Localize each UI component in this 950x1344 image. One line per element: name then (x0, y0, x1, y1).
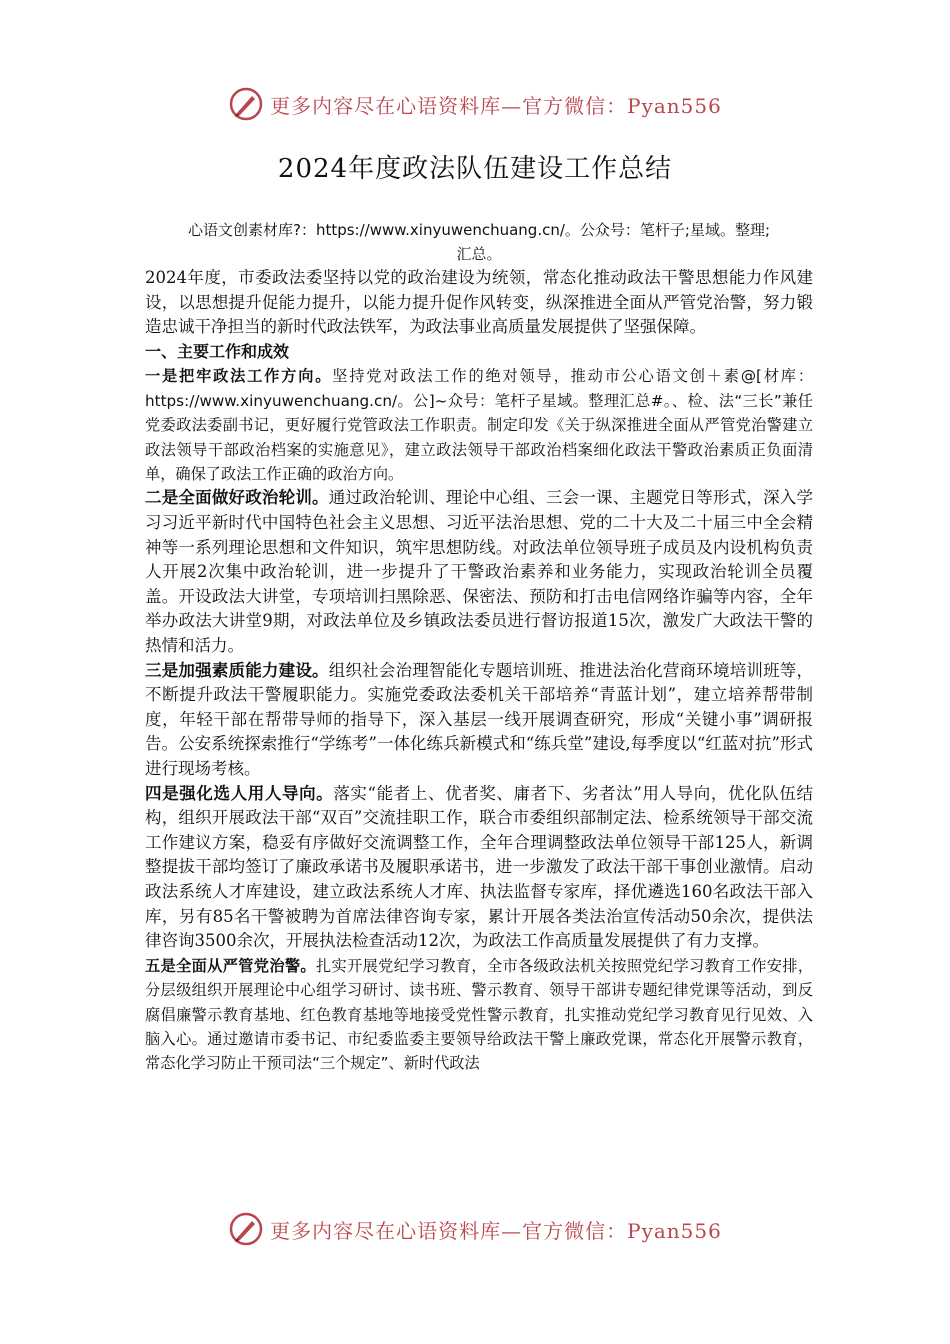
item-lead: 一是把牢政法工作方向。 (145, 367, 333, 386)
paragraph-item-4 (145, 782, 813, 954)
source-note-line1: 心语文创素材库?：https://www.xinyuwenchuang.cn/。公众号：笔杆子;星域。整理; (187, 221, 771, 239)
banner-text: 更多内容尽在心语资料库—官方微信：Pyan556 (270, 1218, 722, 1243)
pen-logo-icon (228, 86, 264, 122)
item-body: 扎实开展党纪学习教育，全市各级政法机关按照党纪学习教育工作安排，分层级组织开展理论中心组学习研讨、读书班、警示教育、领导干部讲专题纪律党课等活动，到反腐倡廉警示教育基地、红色教育基地等地接受党性警示教育，扎实推动党纪学习教育见行见效、入脑入心。通过邀请市委书记、市纪委监委主要领导给政法干警上廉政党课，常态化开展警示教育，常态化学习防止干预司法“三个规定”、新时代政法 (145, 956, 814, 1073)
header-banner (0, 82, 950, 126)
section-heading: 一、主要工作和成效 (145, 341, 290, 361)
paragraph-item-3 (145, 659, 813, 782)
pen-logo-icon (228, 1211, 264, 1247)
source-note (145, 218, 813, 266)
intro-paragraph: 2024年度，市委政法委坚持以党的政治建设为统领，常态化推动政法干警思想能力作风建设，以思想提升促能力提升，以能力提升促作风转变，纵深推进全面从严管党治警，努力锻造忠诚干净担当的新时代政法铁军，为政法事业高质量发展提供了坚强保障。 (145, 268, 813, 337)
footer-banner (0, 1207, 950, 1251)
item-lead: 二是全面做好政治轮训。 (145, 488, 329, 508)
item-body: 通过政治轮训、理论中心组、三会一课、主题党日等形式，深入学习习近平新时代中国特色社会主义思想、习近平法治思想、党的二十大及二十届三中全会精神等一系列理论思想和文件知识，筑牢思想防线。对政法单位领导班子成员及内设机构负责人开展2次集中政治轮训，进一步提升了干警政治素养和业务能力，实现政治轮训全员覆盖。开设政法大讲堂，专项培训扫黑除恶、保密法、预防和打击电信网络诈骗等内容，全年举办政法大讲堂9期，对政法单位及乡镇政法委员进行督访报道15次，激发广大政法干警的热情和活力。 (145, 488, 814, 655)
item-body: 组织社会治理智能化专题培训班、推进法治化营商环境培训班等，不断提升政法干警履职能力。实施党委政法委机关干部培养“青蓝计划”，建立培养帮带制度，年轻干部在帮带导师的指导下，深入基层一线开展调查研究，形成“关键小事”调研报告。公安系统探索推行“学练考”一体化练兵新模式和“练兵堂”建设,每季度以“红蓝对抗”形式进行现场考核。 (145, 660, 814, 778)
item-lead: 三是加强素质能力建设。 (145, 660, 329, 680)
banner-text: 更多内容尽在心语资料库—官方微信：Pyan556 (270, 93, 722, 118)
source-note-line2: 汇总。 (456, 245, 502, 263)
item-lead: 四是强化选人用人导向。 (145, 783, 334, 803)
item-body: 坚持党对政法工作的绝对领导，推动市公心语文创＋素@[材库：https://www.xinyuwenchuang.cn/。公]~众号：笔杆子星域。整理汇总#。、检、法“三长”兼任党委政法委副书记，更好履行党管政法工作职责。制定印发《关于纵深推进全面从严管党治警建立政法领导干部政治档案的实施意见》，建立政法领导干部政治档案细化政法干警政治素质正负面清单，确保了政法工作正确的政治方向。 (145, 367, 814, 483)
item-lead: 五是全面从严管党治警。 (145, 956, 316, 975)
item-body: 落实“能者上、优者奖、庸者下、劣者汰”用人导向，优化队伍结构，组织开展政法干部“双百”交流挂职工作，联合市委组织部制定法、检系统领导干部交流工作建议方案，稳妥有序做好交流调整工作，全年合理调整政法单位领导干部125人，新调整提拔干部均签订了廉政承诺书及履职承诺书，进一步激发了政法干部干事创业激情。启动政法系统人才库建设，建立政法系统人才库、执法监督专家库，择优遴选160名政法干部入库，另有85名干警被聘为首席法律咨询专家，累计开展各类法治宣传活动50余次，提供法律咨询3500余次，开展执法检查活动12次，为政法工作高质量发展提供了有力支撑。 (145, 783, 814, 951)
document-body (145, 218, 813, 1076)
document-title: 2024年度政法队伍建设工作总结 (277, 154, 673, 184)
paragraph-item-2 (145, 486, 813, 658)
paragraph-item-1 (145, 364, 813, 486)
paragraph-item-5 (145, 954, 813, 1076)
